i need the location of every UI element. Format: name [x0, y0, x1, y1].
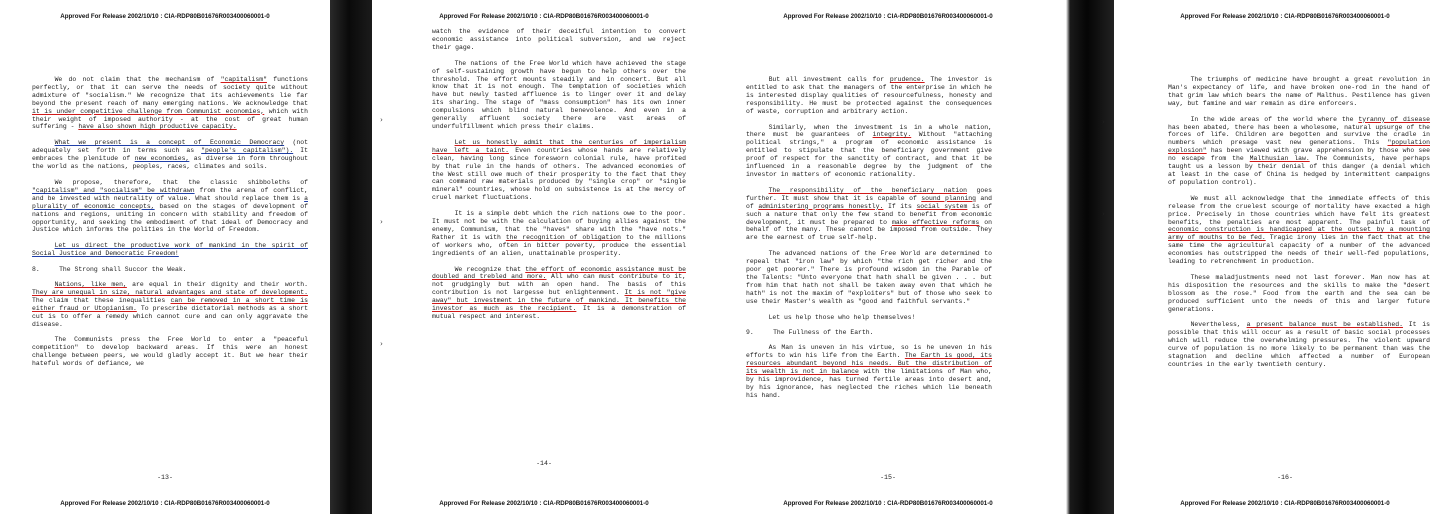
red-underline-highlight: the effort of economic assistance must be doubled and trebled and more. — [432, 265, 686, 281]
page-body — [746, 76, 992, 408]
paragraph: Nations, like men, are equal in their dignity and their worth. They are unequal in size, natural advantages and state of development. The claim that these inequalities can be removed in a short time is either fraud or Utopianism. To prescribe dictatorial methods as a short cut is to offer a remedy which cannot cure and can only aggravate the disease. — [32, 281, 308, 328]
page-body — [1168, 76, 1430, 377]
paragraph: Let us help those who help themselves! — [768, 313, 916, 321]
margin-mark: › — [1102, 210, 1105, 218]
paragraph: The responsibility of the beneficiary nation goes further. It must show that it is capable of sound planning and of administering programs honestly. If its social system is of such a nature that only the few stand to benefit from economic development, it must be prepared to make effective reforms on behalf of the many. These cannot be imposed from outside. They are the earnest of true self-help. — [746, 186, 993, 242]
paragraph: But all investment calls for prudence. The investor is entitled to ask that the managers of the enterprise in which he is interested display qualities of resourcefulness, honesty and responsibility. He must be protected against the consequences of waste, corruption and arbitrary action. — [746, 76, 993, 115]
red-underline-highlight: They are unequal in size, natural advantages and state of development. — [32, 288, 308, 296]
margin-mark: › — [1102, 118, 1105, 126]
blue-underline-highlight: Let us direct the productive work of mankind in the spirit of Social Justice and Democratic Freedom! — [32, 242, 308, 258]
blue-underline-highlight: What we present is a concept of Economic Democracy — [54, 139, 285, 147]
release-header: Approved For Release 2002/10/10 : CIA-RDP80B01676R003400060001-0 — [1180, 13, 1390, 20]
paragraph: It is a simple debt which the rich nations owe to the poor. It must not be with the calculation of buying allies against the enemy, Communism, that the "haves" share with the "have nots." Rather it is with the recognition of obligation to the millions of workers who, often in bitter poverty, produce the essential ingredients of an alien, unattainable prosperity. — [432, 210, 686, 257]
document-page-14 — [372, 0, 716, 514]
red-underline-highlight: economic construction is handicapped at the outset by a mounting army of mouths to be fed. — [1168, 226, 1430, 242]
paragraph: As Man is uneven in his virtue, so is he uneven in his efforts to win his life from the Earth. The Earth is good, its resources abundant beyond his needs. But the distribution of its wealth is not in balance with the limitations of Man who, by his improvidence, has turned fertile areas into desert and, by his ignorance, has neglected the riches which lie beneath his hand. — [746, 344, 993, 399]
paragraph: The advanced nations of the Free World are determined to repeal that "iron law" by which "the rich get richer and the poor get poorer." There is profound wisdom in the Parable of the Talents: "Unto everyone that hath shall be given . . . but from him that hath not shall be taken away even that which he hath" is not the maxim of "exploiters" but of those who seek to use their Master's wealth as "good and faithful servants." — [746, 250, 992, 305]
release-header: Approved For Release 2002/10/10 : CIA-RDP80B01676R003400060001-0 — [783, 13, 993, 20]
red-underline-highlight: integrity. — [872, 131, 912, 139]
release-footer: Approved For Release 2002/10/10 : CIA-RDP80B01676R003400060001-0 — [60, 500, 270, 507]
red-underline-highlight: The responsibility of the beneficiary nation — [768, 186, 967, 194]
document-page-16 — [1102, 0, 1456, 514]
red-underline-highlight: social system — [916, 202, 968, 210]
red-underline-highlight: the recognition of obligation — [505, 233, 621, 241]
red-underline-highlight: It is not "give away" but investment in the future of mankind. It benefits the investor as much as the recipient. — [432, 289, 686, 313]
blue-underline-highlight: "capitalism" and "socialism" be withdrawn — [32, 186, 195, 194]
paragraph: We do not claim that the mechanism of "capitalism" functions perfectly, or that it can serve the needs of society quite without admixture of "socialism." We recognize that its achievements lie far beyond the present reach of many emerging nations. We acknowledge that it is under competitive challenge from Communist economies, which with their weight of imposed authority - at the cost of great human suffering - have also shown high productive capacity. — [32, 76, 308, 131]
red-underline-highlight: a present balance must be established. — [1246, 321, 1403, 329]
red-underline-highlight: "capitalism" — [220, 76, 267, 83]
red-underline-highlight: The Earth is good, its resources abundant beyond his needs. But the distribution of its wealth is not in balance — [746, 352, 992, 376]
margin-mark: › — [380, 340, 383, 348]
page-number: -15- — [880, 474, 896, 481]
red-underline-highlight: have also shown high productive capacity. — [78, 123, 237, 131]
red-underline-highlight: Let us honestly admit that the centuries of imperialism have left a taint. — [432, 138, 686, 154]
release-header: Approved For Release 2002/10/10 : CIA-RDP80B01676R003400060001-0 — [60, 13, 270, 20]
paragraph: We propose, therefore, that the classic shibboleths of "capitalism" and "socialism" be withdrawn from the arena of conflict, and be invested with neutrality of value. What should replace them is a plurality of economic concepts, based on the stages of development of nations and regions, uniting in concern with stability and freedom of opportunity, and seeking the embodiment of that ideal of Democracy and Justice which informs the polities in the World of Freedom. — [32, 178, 309, 234]
red-underline-highlight: tyranny of disease — [1358, 115, 1431, 123]
red-underline-highlight: sound planning — [921, 194, 976, 202]
paragraph: The Communists press the Free World to enter a "peaceful competition" to develop backward areas. If this were an honest challenge between peers, we would gladly accept it. But we hear their hateful words of defiance, we — [32, 336, 308, 368]
red-underline-highlight: make effective reforms — [891, 218, 980, 226]
page-number: -16- — [1277, 474, 1293, 481]
paragraph: Similarly, when the investment is in a whole nation, there must be guarantees of integrity. Without "attaching political strings," a program of economic assistance is entitled to stipulate that the beneficiary government give proof of respect for the sanctity of contract, and that it be influenced in a reasonable degree by the judgment of the investor in matters of economic rationality. — [746, 123, 992, 178]
paragraph — [32, 242, 308, 258]
paragraph: The nations of the Free World which have achieved the stage of self-sustaining growth have begun to help others over the threshold. The effort mounts steadily and in concert. But all know that it is not enough. The temptation of societies which have but newly tasted affluence is to linger over it and delay its sharing. The stage of "mass consumption" has its own inner compulsions which blind natural benevolence. And even in a generally affluent society there are vast areas of underfulfillment which press their claims. — [432, 59, 686, 130]
blue-underline-highlight: new economies, — [134, 155, 190, 163]
paragraph: We must all acknowledge that the immediate effects of this release from the cruelest scourge of mortality have exacted a high price. Precisely in those countries which have felt its greatest benefits, the penalties are most apparent. The painful task of economic construction is handicapped at the outset by a mounting army of mouths to be fed. Tragic irony lies in the fact that at the same time the agricultural capacity of a number of the advanced economies has outstripped the needs of their well-fed populations, leading to retrenchment in production. — [1168, 194, 1430, 266]
red-underline-highlight: Malthusian law. — [1249, 155, 1310, 163]
page-body — [432, 28, 686, 329]
red-underline-highlight: administering programs honestly. — [758, 202, 884, 210]
page-number: -14- — [536, 460, 552, 467]
paragraph: The triumphs of medicine have brought a great revolution in Man's expectancy of life, and have broken one-rod in the hand of that grim law which bears the name of Malthus. Pestilence has given way, but famine and war remain as dire enforcers. — [1168, 76, 1430, 107]
paragraph: In the wide areas of the world where the tyranny of disease has been abated, there has been a wholesome, natural upsurge of the forces of life. Children are begotten and survive the cradle in numbers which presage vast new generations. This "population explosion" has been viewed with grave apprehension by those who see no escape from the Malthusian law. The Communists, have perhaps taught us a lesson by their denial of this danger (a denial which at least in the case of China is hedged by intermittent campaigns of population control). — [1168, 115, 1431, 186]
page-body — [32, 76, 308, 376]
paragraph: watch the evidence of their deceitful intention to convert economic assistance into political subversion, and we reject their gage. — [432, 28, 686, 51]
blue-underline-highlight: a plurality of economic concepts, — [32, 194, 308, 210]
page-number: -13- — [157, 474, 173, 481]
margin-mark: › — [380, 116, 383, 124]
red-underline-highlight: it is under competitive challenge from Communist economies, — [32, 107, 265, 115]
release-footer: Approved For Release 2002/10/10 : CIA-RDP80B01676R003400060001-0 — [1180, 500, 1390, 507]
paragraph: What we present is a concept of Economic Democracy (not adequately set forth in terms such as "people's capitalism"). It embraces the plenitude of new economies, as diverse in form throughout the world as the nations, peoples, races, climates and soils. — [32, 139, 308, 171]
red-underline-highlight: can be removed in a short time is either fraud or Utopianism. — [32, 296, 308, 312]
scan-gutter-shadow — [330, 0, 372, 514]
section-heading: 8. The Strong shall Succor the Weak. — [32, 266, 187, 274]
paragraph: We recognize that the effort of economic assistance must be doubled and trebled and more. All who can must contribute to it, not grudgingly but with an open hand. The basis of this contribution is not largesse but enlightenment. It is not "give away" but investment in the future of mankind. It benefits the investor as much as the recipient. It is a demonstration of mutual respect and interest. — [432, 265, 687, 320]
paragraph: These maladjustments need not last forever. Man now has at his disposition the resources and the skills to make the "desert blossom as the rose." Food from the earth and the sea can be produced sufficient unto the needs of this and larger future generations. — [1168, 273, 1430, 313]
scan-gutter-shadow — [1060, 0, 1114, 514]
paragraph: Nevertheless, a present balance must be established. It is possible that this will occur as a result of basic social processes which will reduce the overwhelming pressures. The violent upward curve of population is no more likely to be permanent than was the stagnation and decline which affected a number of European countries in the early twentieth century. — [1168, 321, 1430, 368]
release-footer: Approved For Release 2002/10/10 : CIA-RDP80B01676R003400060001-0 — [783, 500, 993, 507]
document-page-13 — [0, 0, 330, 514]
release-header: Approved For Release 2002/10/10 : CIA-RDP80B01676R003400060001-0 — [439, 13, 649, 20]
section-heading: 9. The Fullness of the Earth. — [746, 329, 874, 337]
release-footer: Approved For Release 2002/10/10 : CIA-RDP80B01676R003400060001-0 — [439, 500, 649, 507]
paragraph: Let us honestly admit that the centuries of imperialism have left a taint. Even countries whose hands are relatively clean, having long since foresworn colonial rule, have profited by that rule in the hands of others. The advanced economies of the West still owe much of their prosperity to the fact that they can command raw materials produced by "single crop" or "single mineral" countries, whose hold on subsistence is at the mercy of cruel market fluctuations. — [432, 138, 686, 202]
margin-mark: › — [380, 218, 383, 226]
red-underline-highlight: prudence. — [889, 76, 925, 83]
blue-underline-highlight: "people's capitalism"). — [201, 147, 294, 155]
red-underline-highlight: Nations, like men, — [54, 281, 127, 289]
document-page-15 — [716, 0, 1060, 514]
red-underline-highlight: "population explosion" — [1168, 139, 1430, 155]
